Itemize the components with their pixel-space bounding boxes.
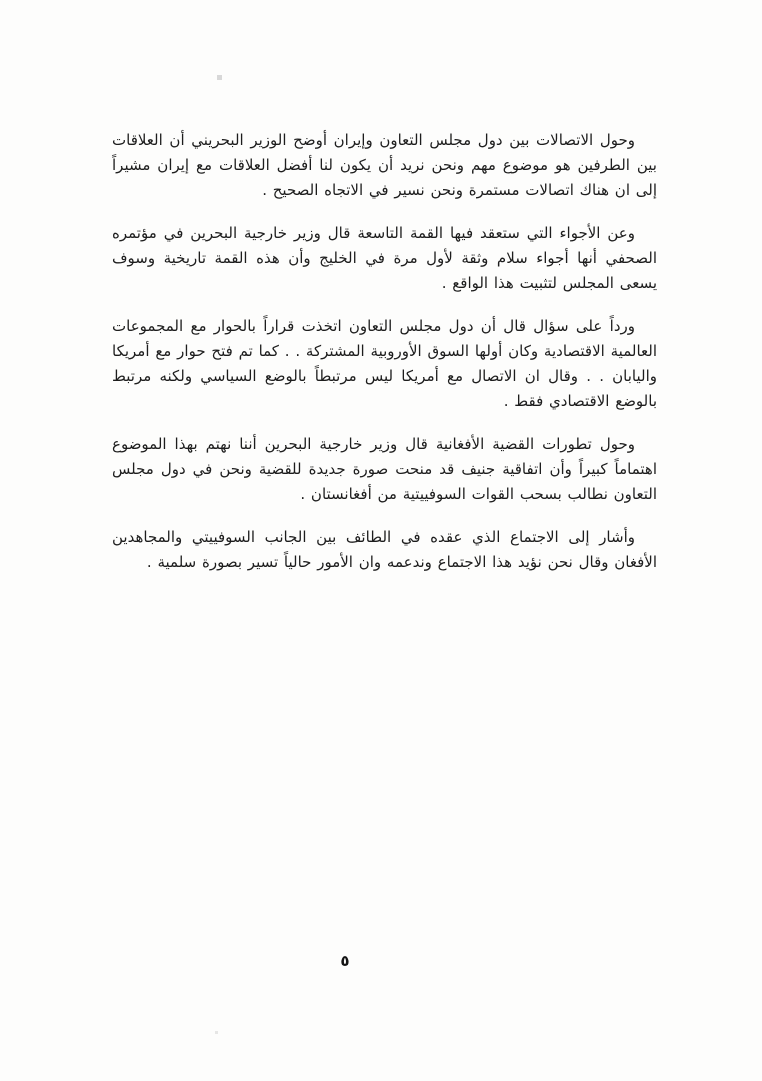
document-text-column	[112, 128, 657, 593]
scan-artifact-speck-bottom	[215, 1031, 218, 1034]
paragraph-5: وأشار إلى الاجتماع الذي عقده في الطائف بين الجانب السوفييتي والمجاهدين الأفغان وقال نحن نؤيد هذا الاجتماع وندعمه وان الأمور حالياً تسير بصورة سلمية .	[112, 528, 657, 571]
paragraph-4: وحول تطورات القضية الأفغانية قال وزير خارجية البحرين أننا نهتم بهذا الموضوع اهتماماً كبيراً وأن اتفاقية جنيف قد منحت صورة جديدة للقضية ونحن في دول مجلس التعاون نطالب بسحب القوات السوفييتية من أفغانستان .	[112, 435, 657, 503]
paragraph-3: ورداً على سؤال قال أن دول مجلس التعاون اتخذت قراراً بالحوار مع المجموعات العالمية الاقتصادية وكان أولها السوق الأوروبية المشتركة . . كما تم فتح حوار مع أمريكا واليابان . . وقال ان الاتصال مع أمريكا ليس مرتبطاً بالوضع السياسي ولكنه مرتبط بالوضع الاقتصادي فقط .	[112, 317, 657, 410]
paragraph-2: وعن الأجواء التي ستعقد فيها القمة التاسعة قال وزير خارجية البحرين في مؤتمره الصحفي أنها أجواء سلام وثقة لأول مرة في الخليج وأن هذه القمة تاريخية وسوف يسعى المجلس لتثبيت هذا الواقع .	[112, 224, 657, 292]
scan-artifact-speck-top	[217, 75, 222, 80]
page-number: ٥	[340, 952, 350, 970]
paragraph-1: وحول الاتصالات بين دول مجلس التعاون وإيران أوضح الوزير البحريني أن العلاقات بين الطرفين هو موضوع مهم ونحن نريد أن يكون لنا أفضل العلاقات مع إيران مشيراً إلى ان هناك اتصالات مستمرة ونحن نسير في الاتجاه الصحيح .	[112, 131, 657, 199]
